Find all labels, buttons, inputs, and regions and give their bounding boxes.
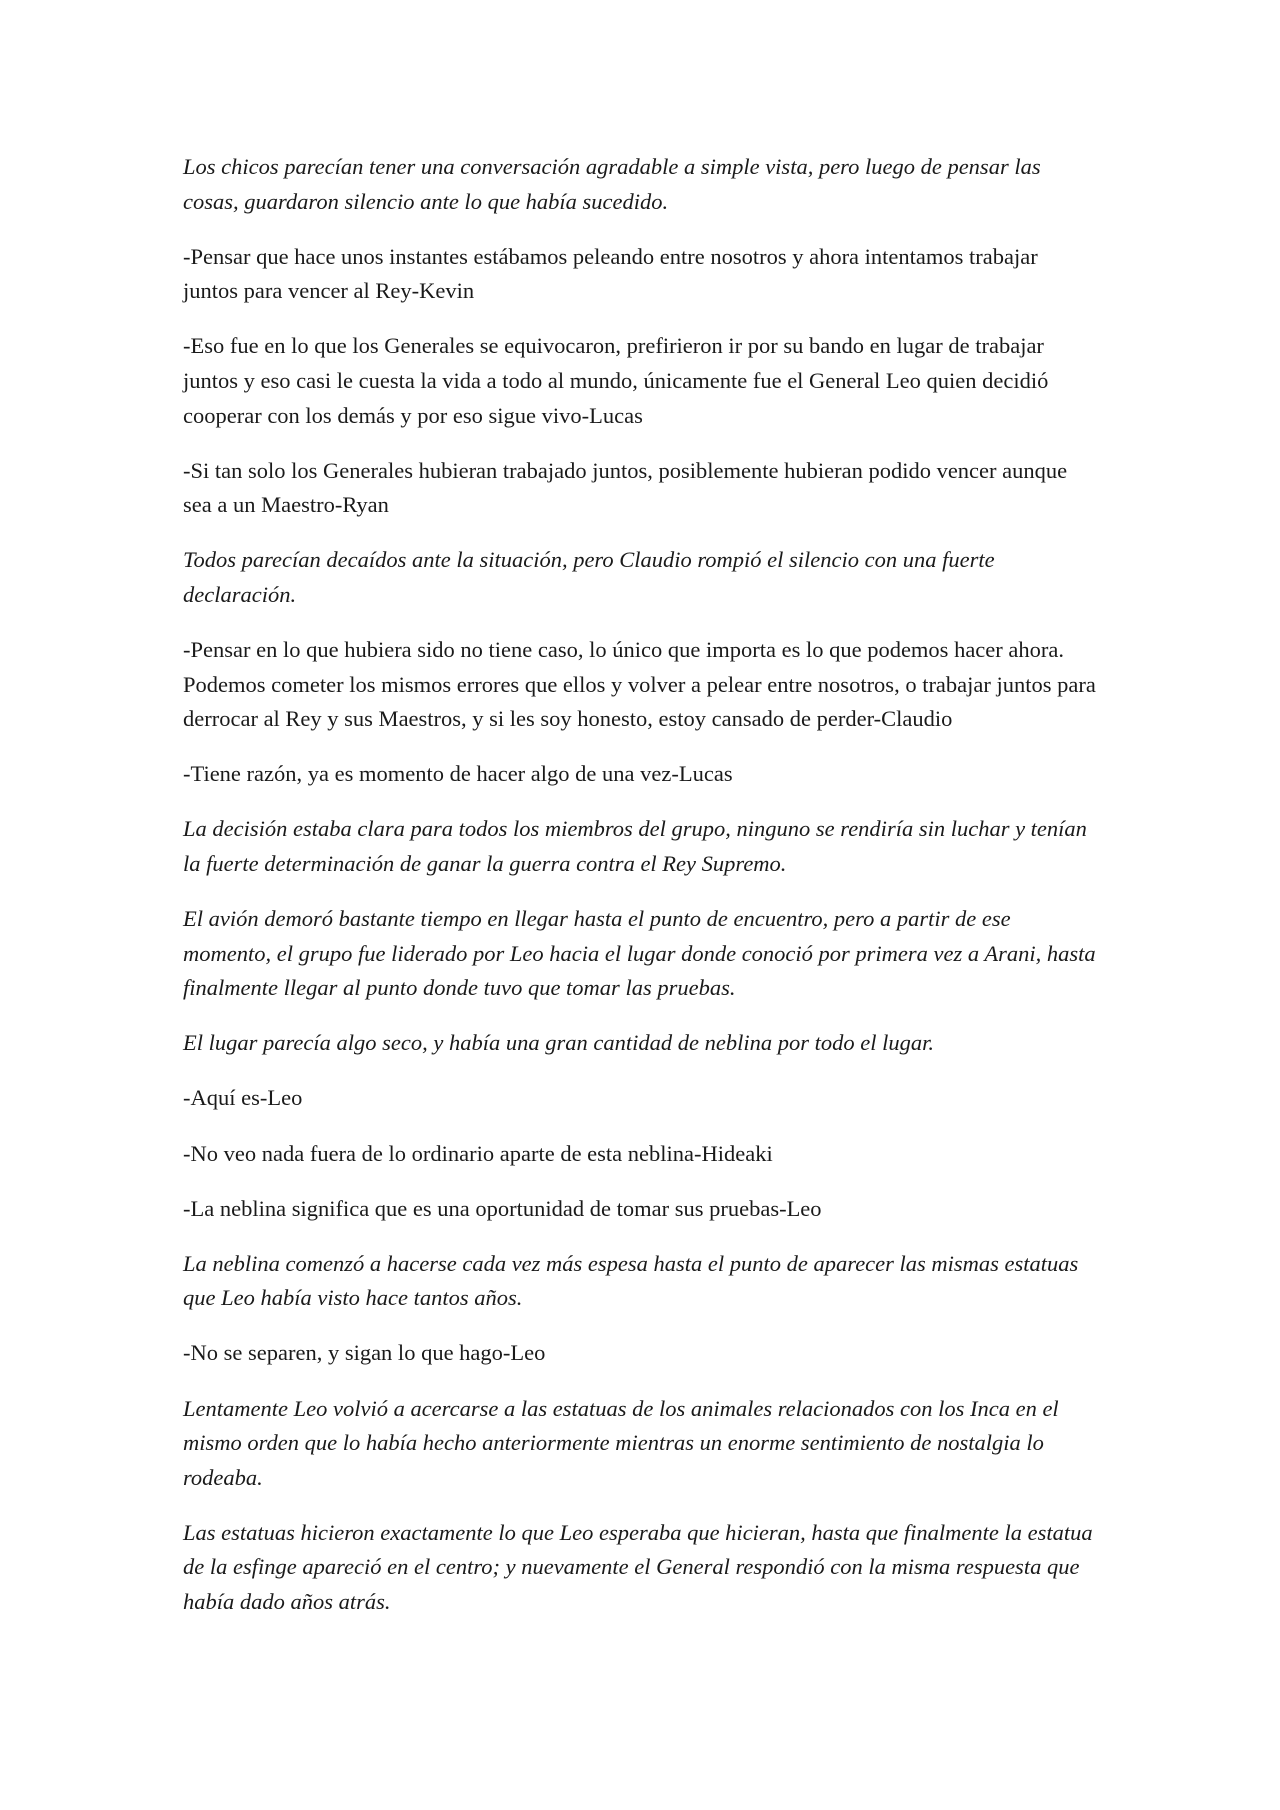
narration-paragraph: Los chicos parecían tener una conversación agradable a simple vista, pero luego de pensar las cosas, guardaron silencio ante lo que había sucedido. [183,154,1041,214]
narration-paragraph: El avión demoró bastante tiempo en llegar hasta el punto de encuentro, pero a partir de ese momento, el grupo fue liderado por Leo hacia el lugar donde conoció por primera vez a Arani, hasta finalmente llegar al punto donde tuvo que tomar las pruebas. [183,906,1096,1001]
dialogue-paragraph: -Eso fue en lo que los Generales se equivocaron, prefirieron ir por su bando en lugar de trabajar juntos y eso casi le cuesta la vida a todo al mundo, únicamente fue el General Leo quien decidió cooperar con los demás y por eso sigue vivo-Lucas [183,333,1049,428]
dialogue-paragraph: -Pensar que hace unos instantes estábamos peleando entre nosotros y ahora intentamos trabajar juntos para vencer al Rey-Kevin [183,243,1038,304]
dialogue-paragraph: -No se separen, y sigan lo que hago-Leo [183,1340,546,1366]
dialogue-paragraph: -La neblina significa que es una oportunidad de tomar sus pruebas-Leo [183,1195,822,1221]
narration-paragraph: Lentamente Leo volvió a acercarse a las estatuas de los animales relacionados con los Inca en el mismo orden que lo había hecho anteriormente mientras un enorme sentimiento de nostalgia lo rodeaba. [183,1395,1059,1490]
dialogue-paragraph: -Aquí es-Leo [183,1085,303,1111]
dialogue-paragraph: -Tiene razón, ya es momento de hacer algo de una vez-Lucas [183,761,733,787]
narration-paragraph: Las estatuas hicieron exactamente lo que Leo esperaba que hicieran, hasta que finalmente la estatua de la esfinge apareció en el centro; y nuevamente el General respondió con la misma respuesta que había dado años atrás. [183,1519,1093,1614]
document-page [183,150,1098,1640]
narration-paragraph: Todos parecían decaídos ante la situación, pero Claudio rompió el silencio con una fuerte declaración. [183,547,995,607]
narration-paragraph: El lugar parecía algo seco, y había una gran cantidad de neblina por todo el lugar. [183,1030,934,1056]
dialogue-paragraph: -No veo nada fuera de lo ordinario aparte de esta neblina-Hideaki [183,1140,773,1166]
narration-paragraph: La neblina comenzó a hacerse cada vez más espesa hasta el punto de aparecer las mismas estatuas que Leo había visto hace tantos años. [183,1250,1079,1311]
dialogue-paragraph: -Si tan solo los Generales hubieran trabajado juntos, posiblemente hubieran podido vencer aunque sea a un Maestro-Ryan [183,457,1068,518]
narration-paragraph: La decisión estaba clara para todos los miembros del grupo, ninguno se rendiría sin luchar y tenían la fuerte determinación de ganar la guerra contra el Rey Supremo. [183,816,1087,876]
dialogue-paragraph: -Pensar en lo que hubiera sido no tiene caso, lo único que importa es lo que podemos hacer ahora. Podemos cometer los mismos errores que ellos y volver a pelear entre nosotros, o trabajar juntos para derrocar al Rey y sus Maestros, y si les soy honesto, estoy cansado de perder-Claudio [183,637,1096,732]
